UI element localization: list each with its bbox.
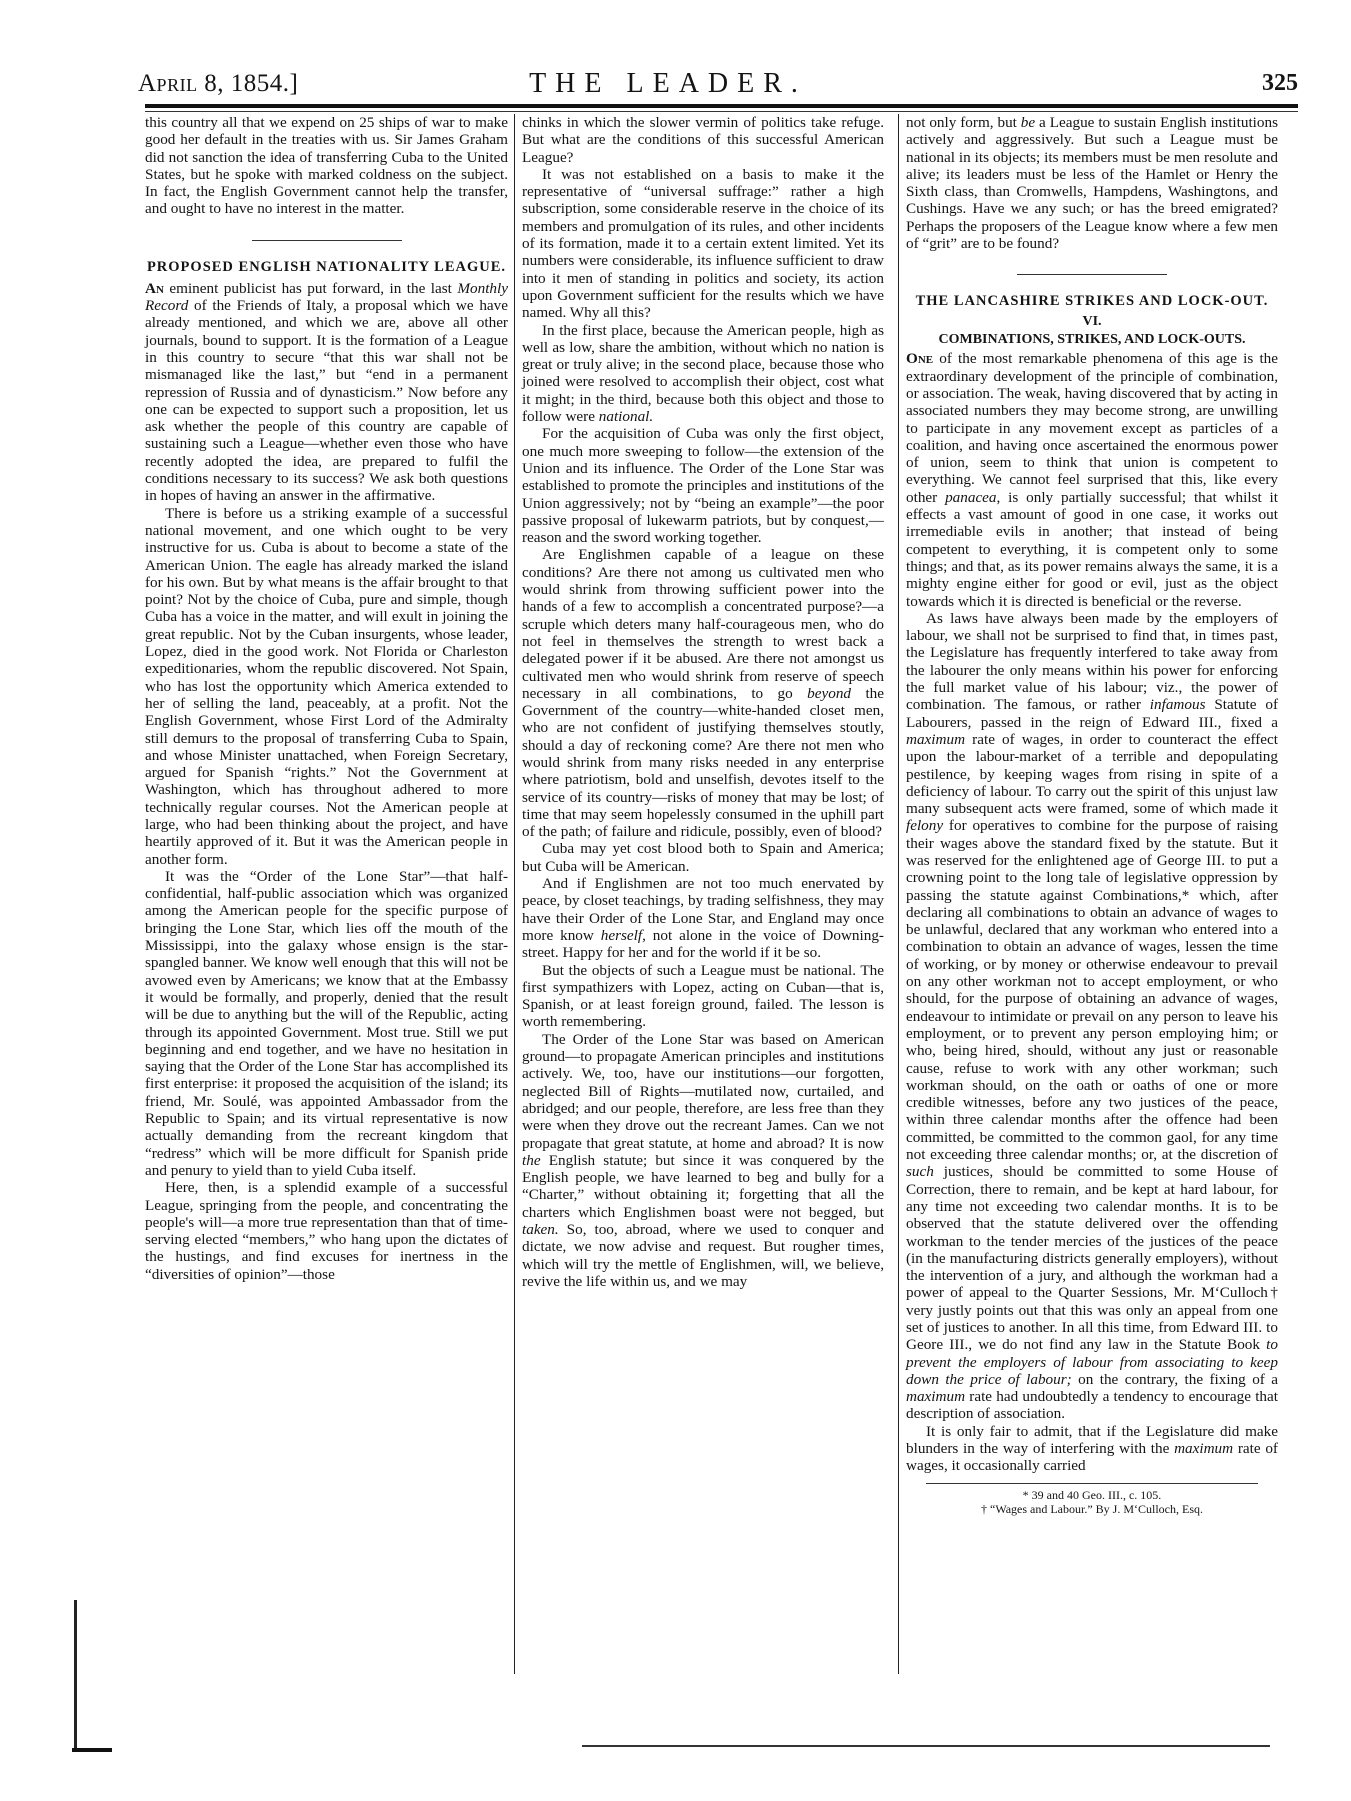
binding-edge-mark (72, 1748, 112, 1752)
paragraph: One of the most remarkable phenomena of this age is the extraordinary development of the principle of combination, or association. The weak, having discovered that by acting in associated numbers they may become strong, are unwilling to participate in any movement except as particles of a coalition, and having once ascertained the enormous power of union, seem to think that union is competent to everything. We cannot feel surprised that this, like every other panacea, is only partially successful; that whilst it effects a vast amount of good in one case, it works out irremediable evils in another; that instead of being competent to everything, it is competent only to some things; and that, as its power remains always the same, it is a mighty engine either for good or evil, just as the object towards which it is directed is beneficial or the reverse. (906, 350, 1278, 610)
paragraph: this country all that we expend on 25 ships of war to make good her default in the treaties with us. Sir James Graham did not sanction the idea of transferring Cuba to the United States, but he spoke with marked coldness on the subject. In fact, the English Government cannot help the transfer, and ought to have no interest in the matter. (145, 114, 508, 218)
masthead-rule-thin (145, 111, 1298, 112)
article-headline: PROPOSED ENGLISH NATIONALITY LEAGUE. (146, 258, 507, 275)
column-2 (522, 114, 884, 1290)
column-3 (906, 114, 1278, 1516)
paragraph: It was not established on a basis to make it the representative of “universal suffrage:” rather a high subscription, some considerable reserve in the choice of its members and promulgation of its rules, and other incidents of its formation, made it to a certain extent limited. Yet its numbers were considerable, its influence sufficient to draw into it men of standing in politics and society, its action upon Government sufficient for the results which we have named. Why all this? (522, 165, 884, 322)
masthead-rule (145, 104, 1298, 108)
column-divider (514, 114, 515, 1674)
issue-date: April 8, 1854.] (138, 70, 299, 97)
paragraph: It is only fair to admit, that if the Legislature did make blunders in the way of interfering with the maximum rate of wages, it occasionally carried (906, 1422, 1278, 1475)
newspaper-title: THE LEADER. (529, 68, 807, 99)
paragraph: The Order of the Lone Star was based on American ground—to propagate American principles and institutions actively. We, too, have our institutions—our forgotten, neglected Bill of Rights—mutilated now, curtailed, and abridged; and our people, therefore, are less free than they were when they drove out the recreant James. Can we not propagate that great statute, at home and abroad? It is now the English statute; but since it was conquered by the English people, we have learned to beg and bully for a “Charter,” without obtaining it; forgetting that all the charters which Englishmen boast were not begged, but taken. So, too, abroad, where we used to conquer and dictate, we now advise and request. But rougher times, which will try the mettle of Englishmen, will, we believe, revive the life within us, and we may (522, 1030, 884, 1290)
paragraph: For the acquisition of Cuba was only the first object, one much more sweeping to follow—the extension of the Union and its influence. The Order of the Lone Star was established to promote the principles and institutions of the Union aggressively; not by “being an example”—the poor passive proposal of lukewarm patriots, but by conquest,—reason and the sword working together. (522, 425, 884, 547)
paragraph: Here, then, is a splendid example of a successful League, springing from the people, and concentrating the people's will—a more true representation than that of time-serving elected “members,” who hang upon the dictates of the hustings, and find excuses for inertness in the “diversities of opinion”—those (145, 1179, 508, 1283)
paragraph: An eminent publicist has put forward, in the last Monthly Record of the Friends of Italy, a proposal which we have already mentioned, and which we are, above all other journals, bound to support. It is the formation of a League in this country to secure “that this war shall not be mismanaged like the last,” but “end in a permanent repression of Russia and of dynasticism.” Now before any one can be expected to support such a proposition, let us ask whether the people of this country are capable of sustaining such a League—whether even those who have recently adopted the idea, are prepared to fulfil the conditions necessary to its success? We ask both questions in hopes of having an answer in the affirmative. (145, 279, 508, 505)
article-subheadline: COMBINATIONS, STRIKES, AND LOCK-OUTS. (938, 332, 1246, 348)
paragraph: There is before us a striking example of a successful national movement, and one which ought to be very instructive for us. Cuba is about to become a state of the American Union. The eagle has already marked the island for his own. But by what means is the affair brought to that point? Not by the choice of Cuba, pure and simple, though Cuba has a voice in the matter, and will exult in joining the great republic. Not by the Cuban insurgents, whose leader, Lopez, died in the good work. Not Florida or Charleston expeditionaries, whom the republic discovered. Not Spain, who has lost the opportunity which America extended to her of selling the land, peaceably, at a profit. Not the English Government, whose First Lord of the Admiralty still demurs to the proposal of transferring Cuba to Spain, and whose Minister unattached, when Foreign Secretary, argued for Spanish “rights.” Not the Government at Washington, which has throughout adhered to more technically regular courses. Not the American people at large, who had been thinking about the project, and have heartily approved of it. But it was the American people in another form. (145, 504, 508, 868)
paragraph: It was the “Order of the Lone Star”—that half-confidential, half-public association which was organized among the American people for the specific purpose of bringing the Lone Star, which lies off the mouth of the Mississippi, into the galaxy whose ensign is the star-spangled banner. We know well enough that this will not be avowed even by Americans; we know that at the Embassy it would be formally, and properly, denied that the result will be due to anything but the will of the Republic, acting through its appointed Government. Most true. Still we put beginning and end together, and we have no hesitation in saying that the Order of the Lone Star has accomplished its first enterprise: it proposed the acquisition of the island; its friend, Mr. Soulé, was appointed Ambassador from the Republic to Spain; and its virtual representative is now actually demanding from the recreant kingdom that “redress” which will be more difficult for Spanish pride and penury to yield than to yield Cuba itself. (145, 867, 508, 1179)
dropcap: One (906, 350, 934, 368)
paragraph: And if Englishmen are not too much enervated by peace, by closet teachings, by trading selfishness, they may have their Order of the Lone Star, and England may once more know herself, not alone in the voice of Downing-street. Happy for her and for the world if it be so. (522, 875, 884, 962)
column-1 (145, 114, 508, 1283)
footnote-divider (926, 1483, 1258, 1484)
footnote: * 39 and 40 Geo. III., c. 105. (1022, 1487, 1162, 1502)
footnote: † “Wages and Labour.” By J. M‘Culloch, Esq. (981, 1501, 1203, 1516)
paragraph: chinks in which the slower vermin of politics take refuge. But what are the conditions of this successful American League? (522, 114, 884, 166)
masthead (138, 68, 1298, 108)
paragraph: In the first place, because the American people, high as well as low, share the ambition, without which no nation is great or truly alive; in the second place, because those who joined were resolved to accomplish their object, cost what it might; in the third, because both this object and those to follow were national. (522, 321, 884, 426)
binding-edge-mark (74, 1600, 77, 1752)
paragraph: Are Englishmen capable of a league on these conditions? Are there not among us cultivated men who would shrink from throwing sufficient power into the hands of a few to accomplish a concentrated purpose?—a scruple which deters many half-courageous men, who do not feel in themselves the strength to wrest back a delegated power if it be abused. Are there not amongst us cultivated men who would shrink from reserve of speech necessary in all combinations, to go beyond the Government of the country—white-handed closet men, who are not confident of justifying themselves stoutly, should a day of reckoning come? Are there not men who would shrink from many risks needed in any enterprise where patriotism, bold and unselfish, devotes itself to the service of its country—risks of money that may be lost; of time that may seem hopelessly consumed in the uphill part of the path; of failure and ridicule, possibly, even of blood? (522, 546, 885, 841)
article-part-number: VI. (1082, 314, 1102, 330)
paragraph: not only form, but be a League to sustain English institutions actively and aggressively. But such a League must be national in its objects; its members must be men resolute and alive; its leaders must be less of the Hamlet or Henry the Sixth class, than Cromwells, Hampdens, Washingtons, and Cushings. Have we any such; or has the breed emigrated? Perhaps the proposers of the League know where a few men of “grit” are to be found? (906, 114, 1278, 253)
dropcap: An (145, 279, 164, 297)
paragraph: But the objects of such a League must be national. The first sympathizers with Lopez, acting on Cuban—that is, Spanish, or at least foreign ground, failed. The lesson is worth remembering. (522, 961, 884, 1031)
column-divider (898, 114, 899, 1674)
paragraph: As laws have always been made by the employers of labour, we shall not be surprised to find that, in times past, the Legislature has frequently interfered to take away from the labourer the only means within his power for enforcing the full market value of his labour; viz., the power of combination. The famous, or rather infamous Statute of Labourers, passed in the reign of Edward III., fixed a maximum rate of wages, in order to counteract the effect upon the labour-market of a terrible and depopulating pestilence, by keeping wages from rising in spite of a deficiency of labour. To carry out the spirit of this unjust law many subsequent acts were framed, some of which made it felony for operatives to combine for the purpose of raising their wages above the standard fixed by the statute. But it was reserved for the enlightened age of George III. to put a crowning point to the long tale of legislative oppression by passing the statute against Combinations,* which, after declaring all combinations to obtain an advance of wages to be unlawful, declared that any workman who entered into a combination to obtain an advance of wages, lessen the time of working, or by money or otherwise endeavour to prevail on any other workman not to accept employment, or who should, for the purpose of obtaining an advance of wages, endeavour to intimidate or prevail on any person to leave his employment, or to prevent any person employing him; or who, being hired, should, without any just or reasonable cause, refuse to work with any other workman; such workman should, on the oath or oaths of one or more credible witnesses, before any two justices of the peace, within three calendar months after the offence had been committed, be committed to the common gaol, for any time not exceeding three calendar months; or, at the discretion of such justices, should be committed to some House of Correction, there to remain, and be kept at hard labour, for any time not exceeding two calendar months. It is to be observed that the statute delivered over the offending workman to the tender mercies of the justices of the peace (in the manufacturing districts generally employers), without the intervention of a jury, and although the workman had a power of appeal to the Quarter Sessions, Mr. M‘Culloch† very justly points out that this was only an appeal from one set of justices to another. In all this time, from Edward III. to Geore III., we do not find any law in the Statute Book to prevent the employers of labour from associating to keep down the price of labour; on the contrary, the fixing of a maximum rate had undoubtedly a tendency to encourage that description of association. (906, 609, 1279, 1423)
article-headline: THE LANCASHIRE STRIKES AND LOCK-OUT. (915, 293, 1269, 310)
section-divider (252, 240, 402, 241)
section-divider (1017, 274, 1167, 275)
paragraph: Cuba may yet cost blood both to Spain and America; but Cuba will be American. (522, 840, 884, 875)
bottom-rule (582, 1745, 1270, 1747)
page-number: 325 (1262, 70, 1298, 96)
